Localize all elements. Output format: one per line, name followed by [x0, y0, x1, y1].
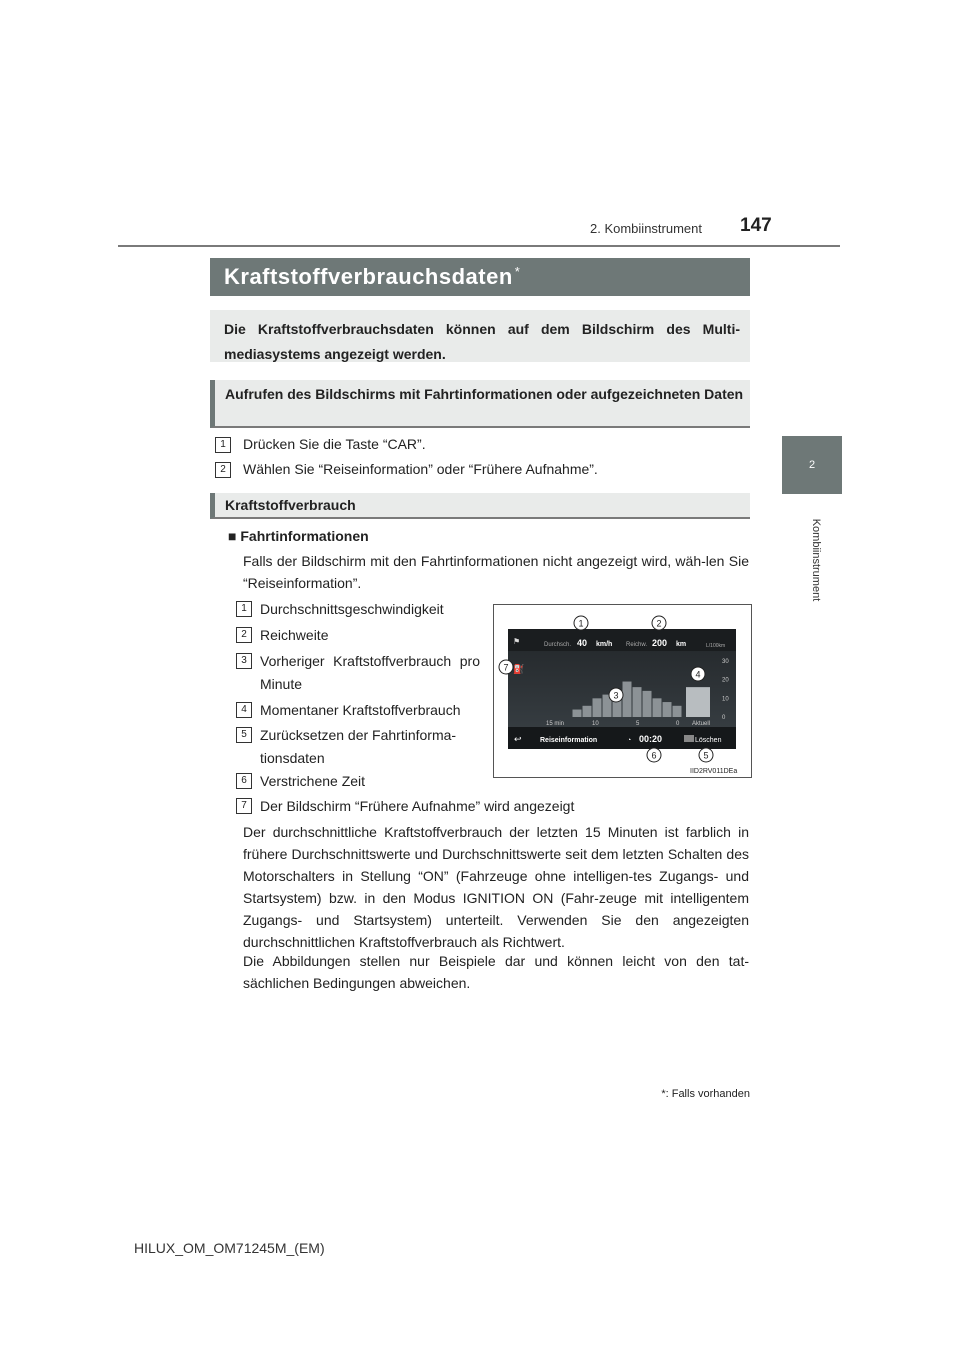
step-text-2: Wählen Sie “Reiseinformation” oder “Frühere Aufnahme”. — [243, 461, 598, 477]
intro-box — [210, 310, 750, 362]
elapsed-time: 00:20 — [639, 734, 663, 744]
section-heading-display-text: Aufrufen des Bildschirms mit Fahrtinformationen oder aufgezeichneten Daten — [225, 386, 744, 402]
figure-code: IID2RV011DEa — [690, 768, 738, 775]
figure-fuel-screen — [493, 604, 752, 778]
history-bar — [593, 698, 602, 717]
paragraph-disclaimer: Die Abbildungen stellen nur Beispiele dar und können leicht von den tat-sächlichen Bedingungen abweichen. — [243, 953, 749, 991]
bullet-heading: ■ Fahrtinformationen — [228, 528, 369, 544]
history-icon: ⛽ — [513, 664, 525, 674]
clear-button[interactable]: Löschen — [695, 737, 722, 744]
footnote: *: Falls vorhanden — [661, 1088, 750, 1100]
callout-number: 7 — [503, 662, 509, 673]
x-tick-label: 0 — [676, 721, 680, 727]
item-text-5: Zurücksetzen der Fahrtinforma-tionsdaten — [260, 727, 457, 766]
item-text-3: Vorheriger Kraftstoffverbrauch pro Minute — [260, 653, 480, 692]
item-text-2: Reichweite — [260, 627, 329, 643]
item-text-7: Der Bildschirm “Frühere Aufnahme” wird angezeigt — [260, 798, 575, 814]
section-heading-display — [210, 380, 750, 428]
history-bar — [643, 691, 652, 717]
x-tick-label: 10 — [592, 721, 599, 727]
history-bar — [633, 687, 642, 717]
callout-number: 3 — [613, 690, 619, 701]
figure-svg — [494, 605, 751, 777]
y-tick-label: 0 — [722, 715, 726, 721]
callout-number: 1 — [578, 618, 584, 629]
y-tick-label: 30 — [722, 659, 729, 665]
fuel-unit: L/100km — [706, 643, 726, 649]
item-text-4: Momentaner Kraftstoffverbrauch — [260, 702, 461, 718]
item-number-5: 5 — [236, 727, 252, 743]
range-unit: km — [676, 641, 687, 648]
item-number-4: 4 — [236, 702, 252, 718]
title-asterisk: * — [514, 264, 521, 279]
page-title: Kraftstoffverbrauchsdaten * — [224, 264, 521, 289]
flag-icon: ⚑ — [513, 637, 521, 646]
side-tab-label: Kombiinstrument — [810, 518, 822, 602]
history-bar — [573, 710, 582, 717]
history-bar — [583, 706, 592, 717]
callout-number: 2 — [656, 618, 662, 629]
item-number-2: 2 — [236, 627, 252, 643]
history-bar — [653, 698, 662, 717]
callout-number: 5 — [703, 750, 709, 761]
y-tick-label: 20 — [722, 677, 729, 684]
section-heading-fuel-text: Kraftstoffverbrauch — [225, 497, 356, 513]
header-section: 2. Kombiinstrument — [590, 221, 702, 236]
bullet-text: Falls der Bildschirm mit den Fahrtinformationen nicht angezeigt wird, wäh-len Sie “Reiseinformation”. — [243, 553, 749, 591]
title-bar — [210, 258, 750, 296]
range-label: Reichw. — [626, 642, 648, 648]
item-number-7: 7 — [236, 798, 252, 814]
trip-info-button[interactable]: Reiseinformation — [540, 737, 598, 744]
x-tick-label: 15 min — [546, 721, 565, 727]
clear-icon — [684, 735, 694, 742]
callout-number: 4 — [695, 669, 701, 680]
x-tick-label: 5 — [636, 721, 640, 727]
avg-value: 40 — [577, 638, 588, 648]
page-number: 147 — [740, 215, 772, 236]
callout-number: 6 — [651, 750, 657, 761]
item-text-1: Durchschnittsgeschwindigkeit — [260, 601, 444, 617]
history-bar — [623, 682, 632, 717]
y-tick-label: 10 — [722, 696, 729, 703]
bullet-square-icon: ■ — [228, 528, 237, 544]
item-text-6: Verstrichene Zeit — [260, 773, 366, 789]
side-tab-chapter: 2 — [782, 436, 842, 494]
step-text-1: Drücken Sie die Taste “CAR”. — [243, 436, 426, 452]
step-number-2: 2 — [215, 462, 231, 478]
item-number-6: 6 — [236, 773, 252, 789]
footer-code: HILUX_OM_OM71245M_(EM) — [134, 1240, 325, 1256]
intro-text: Die Kraftstoffverbrauchsdaten können auf dem Bildschirm des Multi-mediasystems angezeigt werden. — [224, 321, 740, 362]
section-heading-fuel — [210, 493, 750, 519]
item-number-3: 3 — [236, 653, 252, 669]
item-number-1: 1 — [236, 601, 252, 617]
screen-top-bar — [508, 629, 736, 651]
step-number-1: 1 — [215, 437, 231, 453]
paragraph-fuel-history: Der durchschnittliche Kraftstoffverbrauch der letzten 15 Minuten ist farblich in frühere Durchschnittswerte und Durchschnittswerte seit dem letzten Schalten des Motorschalters in Stellung “ON” (Fahrzeuge ohne intelligen-tes Zugangs- und Startsystem) bzw. in den Modus IGNITION ON (Fahr-zeuge mit intelligentem Zugangs- und Startsystem) unterteilt. Verwenden Sie den angezeigten durchschnittlichen Kraftstoffverbrauch als Richtwert. — [243, 824, 749, 950]
back-icon: ↩ — [514, 734, 522, 744]
avg-unit: km/h — [596, 641, 613, 648]
range-value: 200 — [652, 638, 668, 648]
current-bar — [686, 687, 710, 717]
header-rule — [118, 245, 840, 247]
clock-icon: ◔ — [627, 737, 632, 744]
avg-label: Durchsch. — [544, 642, 572, 648]
history-bar — [673, 706, 682, 717]
history-bar — [663, 702, 672, 717]
x-tick-label: Aktuell — [692, 721, 711, 727]
